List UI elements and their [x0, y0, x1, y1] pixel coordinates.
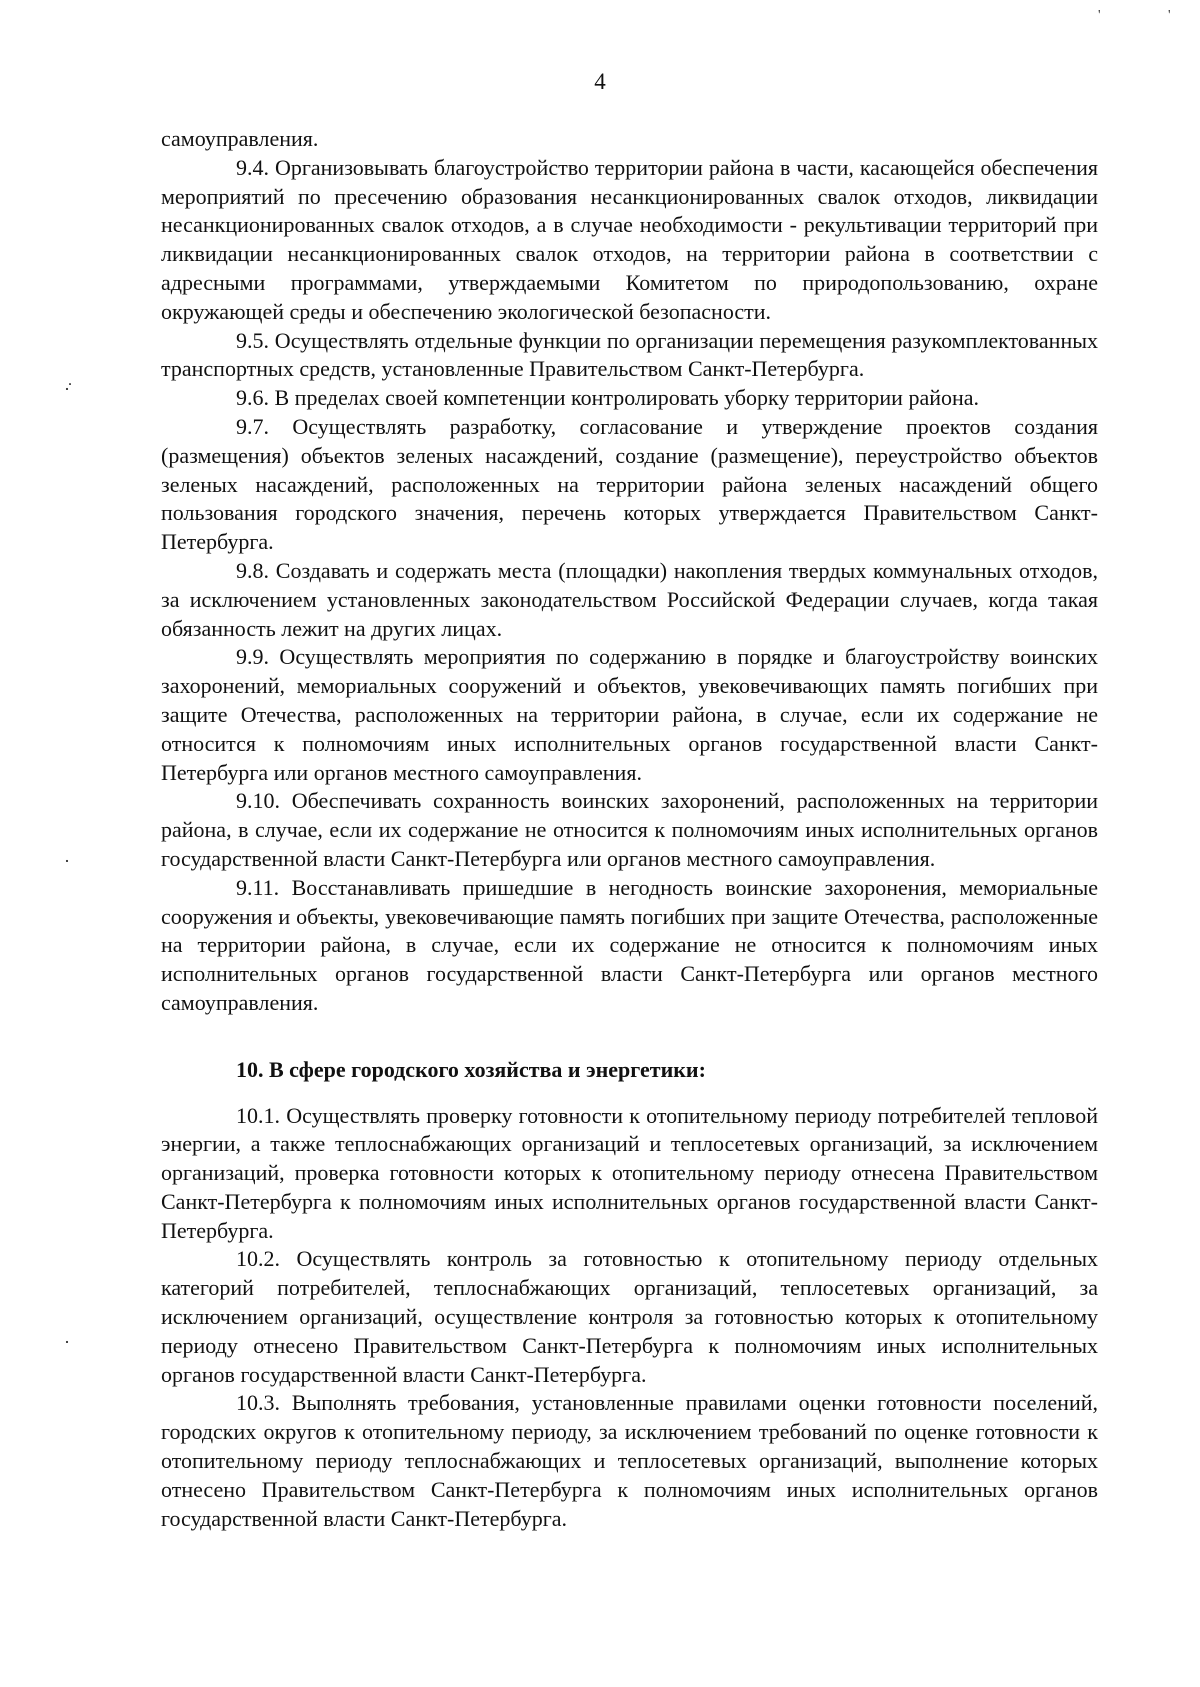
paragraph-9-7: 9.7. Осуществлять разработку, согласование и утверждение проектов создания (размещения) объектов зеленых насаждений, создание (размещение), переустройство объектов зеленых насаждений, расположенных на территории района зеленых насаждений общего пользования городского значения, перечень которых утверждается Правительством Санкт-Петербурга. — [161, 413, 1098, 555]
paragraph-10-2: 10.2. Осуществлять контроль за готовностью к отопительному периоду отдельных категорий потребителей, теплоснабжающих организаций, теплосетевых организаций, за исключением организаций, осуществление контроля за готовностью которых к отопительному периоду отнесено Правительством Санкт-Петербурга к полномочиям иных исполнительных органов государственной власти Санкт-Петербурга. — [161, 1246, 1098, 1387]
section-heading: 10. В сфере городского хозяйства и энергетики: — [236, 1056, 706, 1082]
margin-scan-mark: · — [64, 1332, 70, 1352]
paragraph-9-10: 9.10. Обеспечивать сохранность воинских захоронений, расположенных на территории района, в случае, если их содержание не относится к полномочиям иных исполнительных органов государственной власти Санкт-Петербурга или органов местного самоуправления. — [161, 788, 1098, 871]
document-body — [161, 125, 1098, 1533]
paragraph-9-8: 9.8. Создавать и содержать места (площадки) накопления твердых коммунальных отходов, за исключением установленных законодательством Российской Федерации случаев, когда такая обязанность лежит на других лицах. — [161, 557, 1098, 641]
margin-scan-mark: ·̇ — [64, 379, 70, 399]
margin-scan-mark: · — [64, 851, 70, 871]
paragraph-9-9: 9.9. Осуществлять мероприятия по содержанию в порядке и благоустройству воинских захоронений, мемориальных сооружений и объектов, увековечивающих память погибших при защите Отечества, расположенных на территории района, в случае, если их содержание не относится к полномочиям иных исполнительных органов государственной власти Санкт-Петербурга или органов местного самоуправления. — [161, 644, 1098, 785]
paragraph-9-4: 9.4. Организовывать благоустройство территории района в части, касающейся обеспечения мероприятий по пресечению образования несанкционированных свалок отходов, ликвидации несанкционированных свалок отходов, а в случае необходимости - рекультивации территорий при ликвидации несанкционированных свалок отходов, на территории района в соответствии с адресными программами, утверждаемыми Комитетом по природопользованию, охране окружающей среды и обеспечению экологической безопасности. — [161, 154, 1098, 324]
paragraph-9-11: 9.11. Восстанавливать пришедшие в негодность воинские захоронения, мемориальные сооружения и объекты, увековечивающие память погибших при защите Отечества, расположенные на территории района, в случае, если их содержание не относится к полномочиям иных исполнительных органов государственной власти Санкт-Петербурга или органов местного самоуправления. — [161, 874, 1098, 1015]
paragraph-9-5: 9.5. Осуществлять отдельные функции по организации перемещения разукомплектованных транспортных средств, установленные Правительством Санкт-Петербурга. — [161, 327, 1098, 382]
paragraph-10-1: 10.1. Осуществлять проверку готовности к отопительному периоду потребителей тепловой энергии, а также теплоснабжающих организаций и теплосетевых организаций, за исключением организаций, проверка готовности которых к отопительному периоду отнесена Правительством Санкт-Петербурга к полномочиям иных исполнительных органов государственной власти Санкт-Петербурга. — [161, 1102, 1098, 1243]
paragraph-10-3: 10.3. Выполнять требования, установленные правилами оценки готовности поселений, городских округов к отопительному периоду, за исключением требований по оценке готовности к отопительному периоду теплоснабжающих и теплосетевых организаций, выполнение которых отнесено Правительством Санкт-Петербурга к полномочиям иных исполнительных органов государственной власти Санкт-Петербурга. — [161, 1390, 1098, 1531]
paragraph-9-6: 9.6. В пределах своей компетенции контролировать уборку территории района. — [236, 385, 980, 411]
scan-mark: ' — [1098, 8, 1101, 23]
scan-mark: ' — [1168, 8, 1171, 23]
page-number: 4 — [594, 69, 606, 94]
paragraph: самоуправления. — [161, 126, 319, 151]
